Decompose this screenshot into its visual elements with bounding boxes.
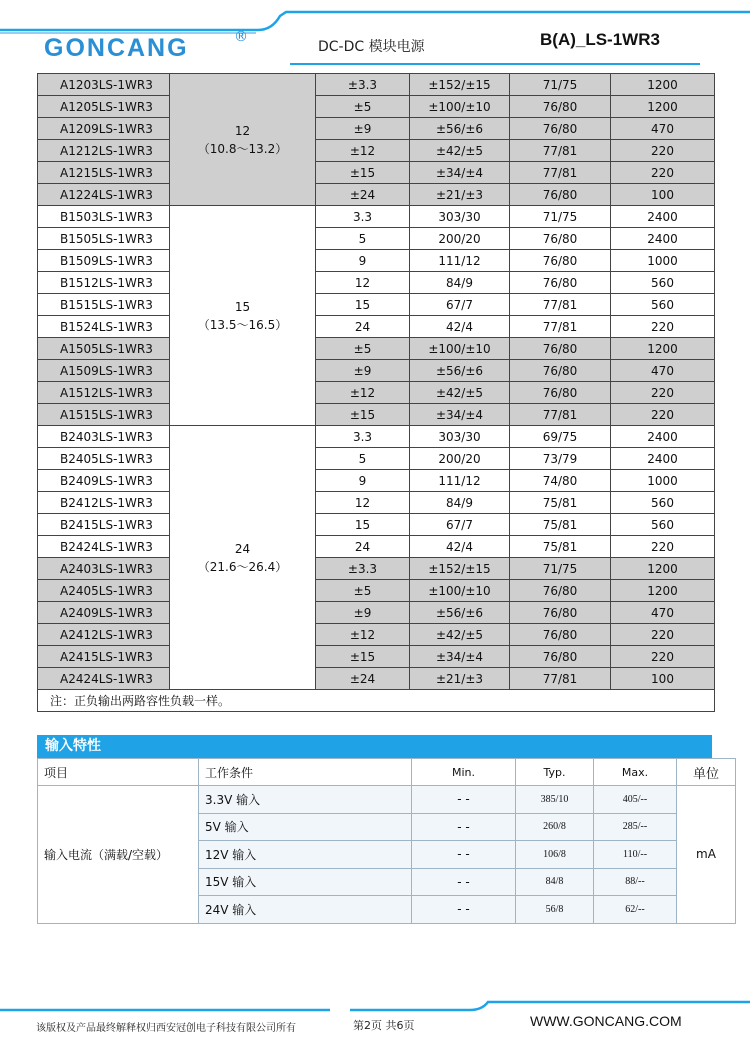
model-cell: B2409LS-1WR3	[38, 470, 170, 492]
model-cell: B2412LS-1WR3	[38, 492, 170, 514]
model-cell: A1209LS-1WR3	[38, 118, 170, 140]
capacitive-load-cell: 470	[611, 602, 715, 624]
output-voltage-cell: 12	[316, 492, 410, 514]
brand-logo: GONCANG	[44, 34, 189, 62]
capacitive-load-cell: 2400	[611, 228, 715, 250]
typ-cell: 84/8	[516, 868, 594, 896]
capacitive-load-cell: 100	[611, 184, 715, 206]
table-note: 注：正负输出两路容性负载一样。	[38, 690, 715, 712]
efficiency-cell: 77/81	[510, 404, 611, 426]
efficiency-cell: 75/81	[510, 536, 611, 558]
output-current-cell: ±21/±3	[410, 184, 510, 206]
efficiency-cell: 76/80	[510, 184, 611, 206]
output-current-cell: ±56/±6	[410, 360, 510, 382]
capacitive-load-cell: 1200	[611, 580, 715, 602]
input-voltage-nominal: 24	[234, 541, 251, 556]
table-row	[38, 140, 715, 162]
model-cell: A1203LS-1WR3	[38, 74, 170, 96]
output-voltage-cell: ±12	[316, 382, 410, 404]
model-cell: B1509LS-1WR3	[38, 250, 170, 272]
header-condition: 工作条件	[199, 759, 412, 786]
output-current-cell: 200/20	[410, 228, 510, 250]
capacitive-load-cell: 560	[611, 294, 715, 316]
table-row	[38, 74, 715, 96]
output-voltage-cell: ±9	[316, 602, 410, 624]
model-cell: B2405LS-1WR3	[38, 448, 170, 470]
header-model: B(A)_LS-1WR3	[540, 30, 660, 49]
output-current-cell: ±34/±4	[410, 646, 510, 668]
output-voltage-cell: ±15	[316, 646, 410, 668]
capacitive-load-cell: 220	[611, 140, 715, 162]
model-cell: A2412LS-1WR3	[38, 624, 170, 646]
capacitive-load-cell: 1200	[611, 338, 715, 360]
output-voltage-cell: ±9	[316, 360, 410, 382]
header-max: Max.	[594, 759, 677, 786]
efficiency-cell: 76/80	[510, 602, 611, 624]
typ-cell: 56/8	[516, 896, 594, 924]
output-voltage-cell: ±3.3	[316, 558, 410, 580]
capacitive-load-cell: 470	[611, 118, 715, 140]
input-voltage-nominal: 12	[234, 123, 251, 138]
table-row	[38, 162, 715, 184]
table-row	[38, 382, 715, 404]
output-voltage-cell: ±24	[316, 668, 410, 690]
product-table	[37, 73, 715, 712]
output-voltage-cell: 24	[316, 316, 410, 338]
model-cell: B1505LS-1WR3	[38, 228, 170, 250]
model-cell: A1224LS-1WR3	[38, 184, 170, 206]
model-cell: A1515LS-1WR3	[38, 404, 170, 426]
table-row	[38, 426, 715, 448]
output-voltage-cell: ±15	[316, 404, 410, 426]
condition-cell: 5V 输入	[199, 813, 412, 841]
efficiency-cell: 71/75	[510, 558, 611, 580]
model-cell: A2424LS-1WR3	[38, 668, 170, 690]
efficiency-cell: 76/80	[510, 272, 611, 294]
efficiency-cell: 76/80	[510, 338, 611, 360]
output-current-cell: 84/9	[410, 492, 510, 514]
condition-cell: 3.3V 输入	[199, 786, 412, 814]
condition-cell: 24V 输入	[199, 896, 412, 924]
output-voltage-cell: 9	[316, 250, 410, 272]
model-cell: B1524LS-1WR3	[38, 316, 170, 338]
model-cell: B2415LS-1WR3	[38, 514, 170, 536]
efficiency-cell: 75/81	[510, 514, 611, 536]
output-voltage-cell: ±5	[316, 580, 410, 602]
output-voltage-cell: 5	[316, 448, 410, 470]
output-current-cell: 84/9	[410, 272, 510, 294]
output-voltage-cell: ±15	[316, 162, 410, 184]
output-voltage-cell: 3.3	[316, 426, 410, 448]
output-current-cell: ±21/±3	[410, 668, 510, 690]
capacitive-load-cell: 2400	[611, 448, 715, 470]
model-cell: A2403LS-1WR3	[38, 558, 170, 580]
unit-cell: mA	[677, 786, 736, 924]
header-item: 项目	[38, 759, 199, 786]
max-cell: 62/--	[594, 896, 677, 924]
condition-cell: 12V 输入	[199, 841, 412, 869]
table-row	[38, 206, 715, 228]
input-voltage-cell	[170, 426, 316, 690]
footer-page-number: 第2页 共6页	[353, 1019, 415, 1032]
efficiency-cell: 77/81	[510, 140, 611, 162]
output-current-cell: 67/7	[410, 514, 510, 536]
output-current-cell: ±42/±5	[410, 624, 510, 646]
model-cell: A1512LS-1WR3	[38, 382, 170, 404]
table-row	[38, 514, 715, 536]
output-voltage-cell: ±24	[316, 184, 410, 206]
footer-copyright: 该版权及产品最终解释权归西安冠创电子科技有限公司所有	[36, 1023, 296, 1034]
efficiency-cell: 75/81	[510, 492, 611, 514]
model-cell: B2424LS-1WR3	[38, 536, 170, 558]
output-voltage-cell: 9	[316, 470, 410, 492]
output-voltage-cell: ±5	[316, 338, 410, 360]
output-current-cell: ±100/±10	[410, 96, 510, 118]
capacitive-load-cell: 220	[611, 162, 715, 184]
model-cell: B1512LS-1WR3	[38, 272, 170, 294]
efficiency-cell: 76/80	[510, 228, 611, 250]
output-current-cell: ±34/±4	[410, 404, 510, 426]
model-cell: A1205LS-1WR3	[38, 96, 170, 118]
min-cell: - -	[412, 813, 516, 841]
section-title-input: 输入特性	[37, 735, 712, 758]
max-cell: 405/--	[594, 786, 677, 814]
output-current-cell: 303/30	[410, 206, 510, 228]
output-voltage-cell: 15	[316, 514, 410, 536]
output-voltage-cell: 15	[316, 294, 410, 316]
efficiency-cell: 77/81	[510, 294, 611, 316]
output-current-cell: 42/4	[410, 536, 510, 558]
table-row	[38, 580, 715, 602]
model-cell: A2405LS-1WR3	[38, 580, 170, 602]
efficiency-cell: 71/75	[510, 74, 611, 96]
efficiency-cell: 77/81	[510, 316, 611, 338]
input-voltage-cell	[170, 74, 316, 206]
page-header	[0, 0, 750, 72]
efficiency-cell: 77/81	[510, 162, 611, 184]
output-current-cell: 111/12	[410, 250, 510, 272]
output-voltage-cell: ±5	[316, 96, 410, 118]
output-current-cell: ±152/±15	[410, 558, 510, 580]
output-current-cell: ±100/±10	[410, 338, 510, 360]
table-row	[38, 250, 715, 272]
output-current-cell: 42/4	[410, 316, 510, 338]
table-row	[38, 360, 715, 382]
model-cell: B1503LS-1WR3	[38, 206, 170, 228]
note-row	[38, 690, 715, 712]
input-voltage-cell	[170, 206, 316, 426]
table-row	[38, 96, 715, 118]
header-typ: Typ.	[516, 759, 594, 786]
header-unit: 单位	[677, 759, 736, 786]
input-voltage-nominal: 15	[234, 299, 251, 314]
typ-cell: 260/8	[516, 813, 594, 841]
output-voltage-cell: ±12	[316, 140, 410, 162]
table-row	[38, 118, 715, 140]
model-cell: A1505LS-1WR3	[38, 338, 170, 360]
capacitive-load-cell: 1200	[611, 558, 715, 580]
table-row	[38, 338, 715, 360]
capacitive-load-cell: 560	[611, 492, 715, 514]
condition-cell: 15V 输入	[199, 868, 412, 896]
table-row	[38, 470, 715, 492]
output-voltage-cell: 24	[316, 536, 410, 558]
efficiency-cell: 76/80	[510, 96, 611, 118]
output-voltage-cell: ±12	[316, 624, 410, 646]
capacitive-load-cell: 220	[611, 536, 715, 558]
efficiency-cell: 76/80	[510, 646, 611, 668]
table-row	[38, 646, 715, 668]
output-current-cell: ±56/±6	[410, 602, 510, 624]
table-row	[38, 536, 715, 558]
output-current-cell: 303/30	[410, 426, 510, 448]
input-table	[37, 758, 736, 924]
output-current-cell: ±42/±5	[410, 382, 510, 404]
min-cell: - -	[412, 896, 516, 924]
output-current-cell: ±152/±15	[410, 74, 510, 96]
header-subtitle: DC-DC 模块电源	[318, 39, 425, 55]
model-cell: A2409LS-1WR3	[38, 602, 170, 624]
efficiency-cell: 76/80	[510, 360, 611, 382]
model-cell: A1509LS-1WR3	[38, 360, 170, 382]
table-row	[38, 448, 715, 470]
min-cell: - -	[412, 841, 516, 869]
output-current-cell: 111/12	[410, 470, 510, 492]
model-cell: B1515LS-1WR3	[38, 294, 170, 316]
capacitive-load-cell: 220	[611, 624, 715, 646]
output-current-cell: ±34/±4	[410, 162, 510, 184]
capacitive-load-cell: 1200	[611, 96, 715, 118]
output-current-cell: ±42/±5	[410, 140, 510, 162]
efficiency-cell: 76/80	[510, 580, 611, 602]
footer-website-link[interactable]: WWW.GONCANG.COM	[530, 1013, 682, 1029]
capacitive-load-cell: 560	[611, 272, 715, 294]
efficiency-cell: 73/79	[510, 448, 611, 470]
capacitive-load-cell: 560	[611, 514, 715, 536]
input-current-label: 输入电流（满载/空载）	[38, 786, 199, 924]
output-current-cell: ±56/±6	[410, 118, 510, 140]
registered-mark: ®	[234, 29, 248, 45]
input-voltage-range: （10.8～13.2）	[197, 141, 288, 156]
output-current-cell: ±100/±10	[410, 580, 510, 602]
model-cell: A2415LS-1WR3	[38, 646, 170, 668]
output-voltage-cell: ±9	[316, 118, 410, 140]
efficiency-cell: 76/80	[510, 118, 611, 140]
table-row	[38, 602, 715, 624]
capacitive-load-cell: 100	[611, 668, 715, 690]
efficiency-cell: 77/81	[510, 668, 611, 690]
max-cell: 285/--	[594, 813, 677, 841]
efficiency-cell: 69/75	[510, 426, 611, 448]
table-row	[38, 294, 715, 316]
model-cell: B2403LS-1WR3	[38, 426, 170, 448]
min-cell: - -	[412, 786, 516, 814]
product-table-body	[38, 74, 715, 712]
table-row	[38, 272, 715, 294]
table-row	[38, 184, 715, 206]
table-row	[38, 316, 715, 338]
output-voltage-cell: 3.3	[316, 206, 410, 228]
min-cell: - -	[412, 868, 516, 896]
output-current-cell: 67/7	[410, 294, 510, 316]
efficiency-cell: 76/80	[510, 250, 611, 272]
table-row	[38, 228, 715, 250]
model-cell: A1212LS-1WR3	[38, 140, 170, 162]
model-cell: A1215LS-1WR3	[38, 162, 170, 184]
header-min: Min.	[412, 759, 516, 786]
capacitive-load-cell: 1000	[611, 470, 715, 492]
output-voltage-cell: 12	[316, 272, 410, 294]
capacitive-load-cell: 1200	[611, 74, 715, 96]
table-row	[38, 558, 715, 580]
table-row	[38, 492, 715, 514]
efficiency-cell: 71/75	[510, 206, 611, 228]
table-row	[38, 404, 715, 426]
typ-cell: 385/10	[516, 786, 594, 814]
capacitive-load-cell: 220	[611, 646, 715, 668]
capacitive-load-cell: 220	[611, 316, 715, 338]
capacitive-load-cell: 220	[611, 404, 715, 426]
efficiency-cell: 74/80	[510, 470, 611, 492]
capacitive-load-cell: 2400	[611, 206, 715, 228]
capacitive-load-cell: 1000	[611, 250, 715, 272]
max-cell: 88/--	[594, 868, 677, 896]
table-row	[38, 624, 715, 646]
input-voltage-range: （21.6～26.4）	[197, 559, 288, 574]
output-voltage-cell: ±3.3	[316, 74, 410, 96]
table-row	[38, 668, 715, 690]
input-table-header	[38, 759, 736, 786]
max-cell: 110/--	[594, 841, 677, 869]
capacitive-load-cell: 220	[611, 382, 715, 404]
table-row	[38, 786, 736, 814]
efficiency-cell: 76/80	[510, 624, 611, 646]
capacitive-load-cell: 2400	[611, 426, 715, 448]
typ-cell: 106/8	[516, 841, 594, 869]
input-voltage-range: （13.5～16.5）	[197, 317, 288, 332]
output-voltage-cell: 5	[316, 228, 410, 250]
output-current-cell: 200/20	[410, 448, 510, 470]
efficiency-cell: 76/80	[510, 382, 611, 404]
capacitive-load-cell: 470	[611, 360, 715, 382]
